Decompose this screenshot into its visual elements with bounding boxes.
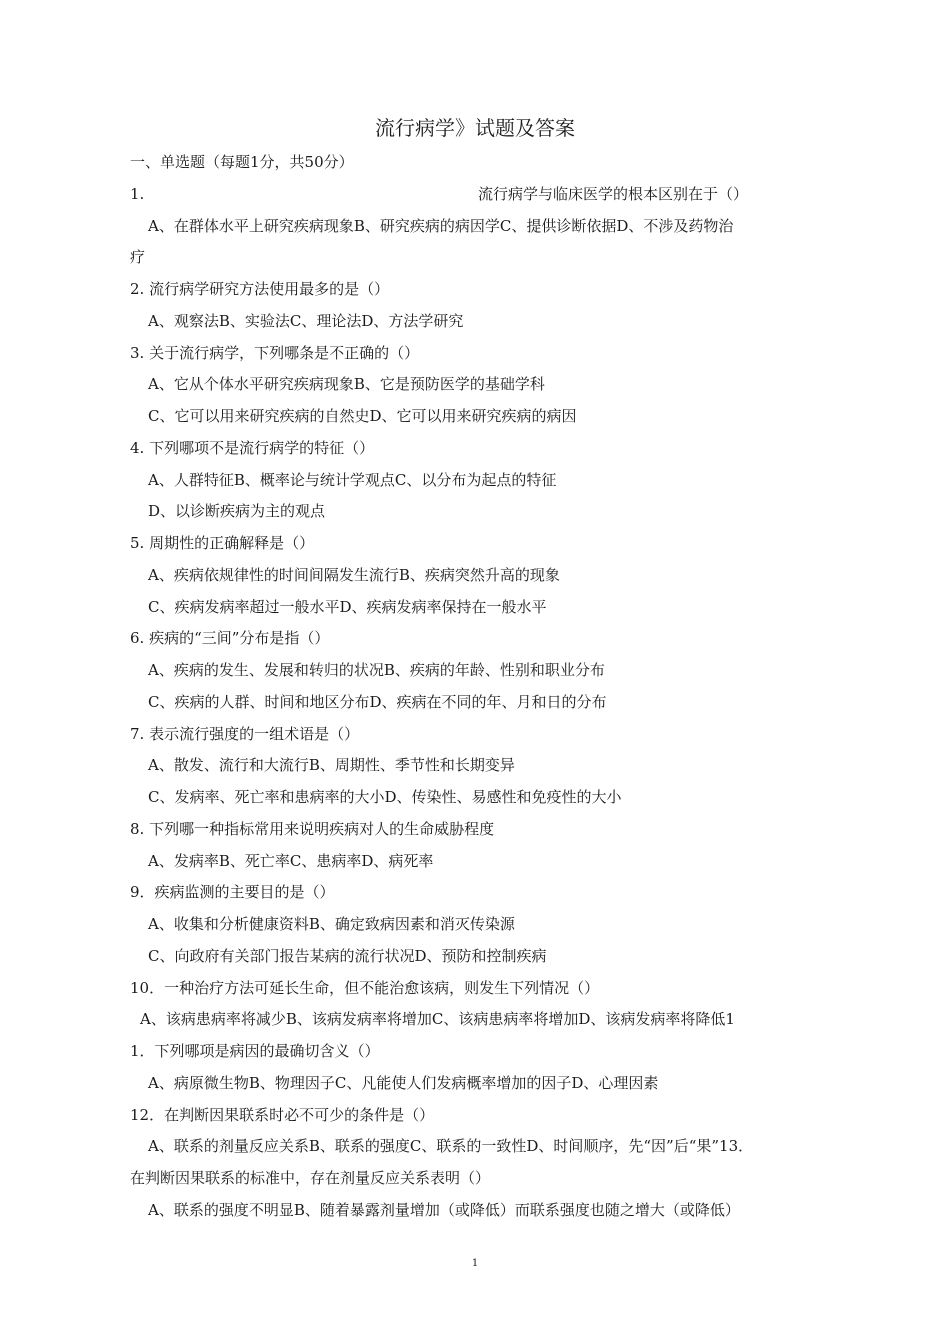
question-4-text: 4. 下列哪项不是流行病学的特征（） — [130, 439, 375, 457]
question-9-text: 9．疾病监测的主要目的是（） — [130, 883, 335, 901]
question-9-options-2: C、向政府有关部门报告某病的流行状况D、预防和控制疾病 — [148, 947, 547, 965]
question-8-text: 8. 下列哪一种指标常用来说明疾病对人的生命威胁程度 — [130, 820, 495, 838]
question-7-text: 7. 表示流行强度的一组术语是（） — [130, 725, 360, 743]
question-4-options-2: D、以诊断疾病为主的观点 — [148, 502, 326, 520]
question-4-options-1: A、人群特征B、概率论与统计学观点C、以分布为起点的特征 — [148, 471, 557, 489]
question-3-text: 3. 关于流行病学，下列哪条是不正确的（） — [130, 344, 420, 362]
question-5-text: 5. 周期性的正确解释是（） — [130, 534, 315, 552]
question-13-text: 在判断因果联系的标准中，存在剂量反应关系表明（） — [130, 1169, 491, 1187]
document-title: 流行病学》试题及答案 — [375, 116, 575, 140]
question-12-options: A、联系的剂量反应关系B、联系的强度C、联系的一致性D、时间顺序，先“因”后“果”13． — [148, 1137, 754, 1155]
question-6-options-2: C、疾病的人群、时间和地区分布D、疾病在不同的年、月和日的分布 — [148, 693, 607, 711]
question-1-options-cont: 疗 — [130, 248, 146, 266]
question-2-text: 2. 流行病学研究方法使用最多的是（） — [130, 280, 390, 298]
question-3-options-1: A、它从个体水平研究疾病现象B、它是预防医学的基础学科 — [148, 375, 545, 393]
question-11-text: 1．下列哪项是病因的最确切含义（） — [130, 1042, 380, 1060]
question-9-options-1: A、收集和分析健康资料B、确定致病因素和消灭传染源 — [148, 915, 515, 933]
question-1-number: 1. — [130, 185, 145, 203]
question-7-options-1: A、散发、流行和大流行B、周期性、季节性和长期变异 — [148, 756, 515, 774]
question-5-options-1: A、疾病依规律性的时间间隔发生流行B、疾病突然升高的现象 — [148, 566, 560, 584]
question-8-options: A、发病率B、死亡率C、患病率D、病死率 — [148, 852, 434, 870]
question-2-options: A、观察法B、实验法C、理论法D、方法学研究 — [148, 312, 464, 330]
question-10-options: A、该病患病率将减少B、该病发病率将增加C、该病患病率将增加D、该病发病率将降低1 — [140, 1010, 735, 1028]
section-heading: 一、单选题（每题1分，共50分） — [130, 153, 354, 171]
question-11-options: A、病原微生物B、物理因子C、凡能使人们发病概率增加的因子D、心理因素 — [148, 1074, 659, 1092]
question-10-text: 10．一种治疗方法可延长生命，但不能治愈该病，则发生下列情况（） — [130, 979, 600, 997]
question-7-options-2: C、发病率、死亡率和患病率的大小D、传染性、易感性和免疫性的大小 — [148, 788, 622, 806]
question-13-options: A、联系的强度不明显B、随着暴露剂量增加（或降低）而联系强度也随之增大（或降低） — [148, 1201, 740, 1219]
question-6-options-1: A、疾病的发生、发展和转归的状况B、疾病的年龄、性别和职业分布 — [148, 661, 605, 679]
question-1-text: 流行病学与临床医学的根本区别在于（） — [478, 185, 749, 203]
page-number: 1 — [471, 1258, 479, 1269]
question-12-text: 12．在判断因果联系时必不可少的条件是（） — [130, 1106, 435, 1124]
question-5-options-2: C、疾病发病率超过一般水平D、疾病发病率保持在一般水平 — [148, 598, 547, 616]
question-1-options: A、在群体水平上研究疾病现象B、研究疾病的病因学C、提供诊断依据D、不涉及药物治 — [148, 217, 734, 235]
question-3-options-2: C、它可以用来研究疾病的自然史D、它可以用来研究疾病的病因 — [148, 407, 577, 425]
question-6-text: 6. 疾病的“三间”分布是指（） — [130, 629, 330, 647]
